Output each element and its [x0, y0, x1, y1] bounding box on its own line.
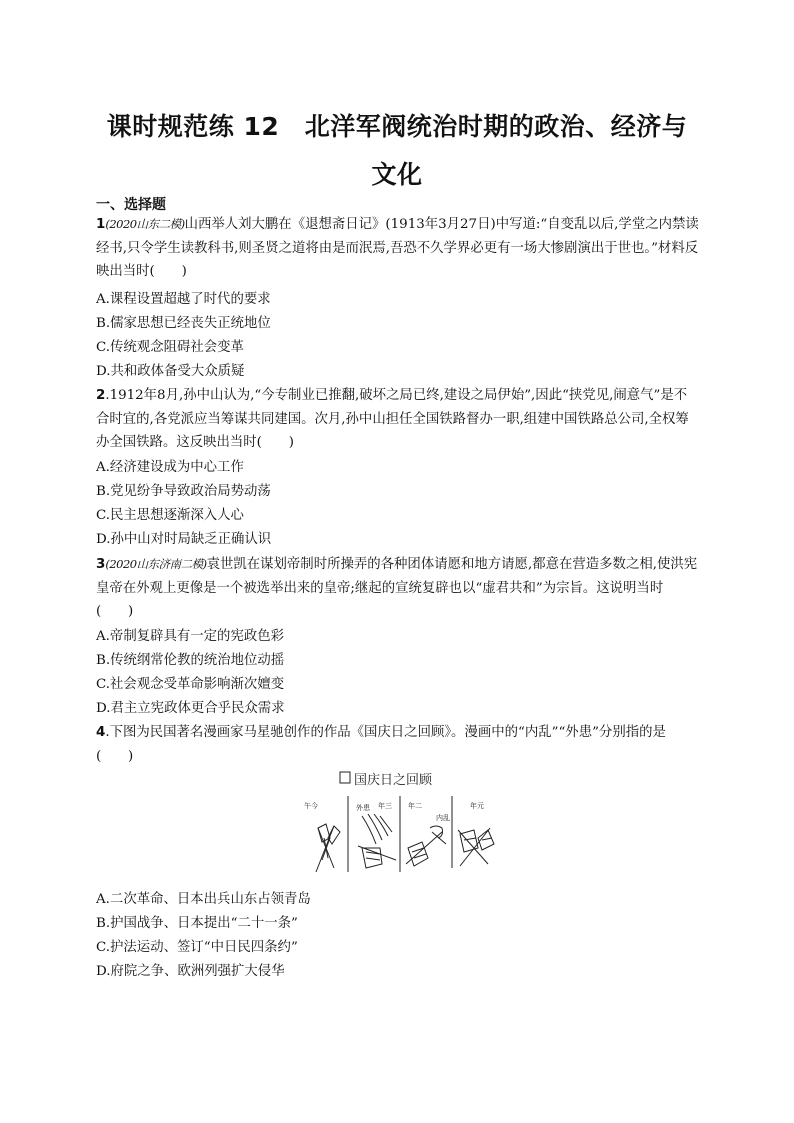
- panel-label-4: 年二: [408, 802, 422, 810]
- question-number: 3: [96, 557, 106, 572]
- q3-option-b: B.传统纲常伦教的统治地位动摇: [96, 653, 285, 668]
- q1-option-b: B.儒家思想已经丧失正统地位: [96, 316, 271, 331]
- panel-label-1: 午今: [304, 802, 318, 810]
- question-number: 4: [96, 725, 106, 740]
- q2-option-d: D.孙中山对时局缺乏正确认识: [96, 532, 272, 547]
- q3-option-a: A.帝制复辟具有一定的宪政色彩: [96, 629, 285, 644]
- question-number: 2: [96, 388, 106, 403]
- question-text: 山西举人刘大鹏在《退想斋日记》(1913年3月27日)中写道:“自变乱以后,学堂之内禁读经书,只令学生读教科书,则圣贤之道将由是而泯焉,吾恐不久学界必更有一场大惨剧演出于世也。”材料反映出当时( ): [96, 217, 699, 279]
- q4-option-b: B.护国战争、日本提出“二十一条”: [96, 916, 298, 931]
- q1-option-a: A.课程设置超越了时代的要求: [96, 292, 271, 307]
- panel-label-6: 年元: [470, 802, 484, 810]
- question-3: [96, 553, 699, 624]
- panel-label-2: 外患: [356, 804, 370, 812]
- q2-option-c: C.民主思想逐渐深入人心: [96, 508, 244, 523]
- panel-label-3: 年三: [378, 802, 392, 810]
- question-source: (2020山东二模): [105, 217, 185, 231]
- panel-label-5: 内乱: [436, 814, 450, 822]
- cartoon-image: [296, 768, 500, 882]
- question-source: (2020山东济南二模): [105, 557, 207, 571]
- page-title: [80, 103, 714, 199]
- question-number: 1: [96, 217, 106, 232]
- q4-option-d: D.府院之争、欧洲列强扩大侵华: [96, 964, 285, 979]
- title-line-1: 课时规范练 12 北洋军阀统治时期的政治、经济与: [106, 112, 688, 141]
- q1-option-c: C.传统观念阻碍社会变革: [96, 340, 244, 355]
- question-text: .下图为民国著名漫画家马星驰创作的作品《国庆日之回顾》。漫画中的“内乱”“外患”分别指的是( ): [96, 725, 666, 764]
- cartoon-title: 国庆日之回顾: [354, 773, 433, 788]
- question-text: .1912年8月,孙中山认为,“今专制业已推翻,破坏之局已终,建设之局伊始”,因此“挟党见,闹意气”是不合时宜的,各党派应当筹谋共同建国。次月,孙中山担任全国铁路督办一职,组建中国铁路总公司,全权筹办全国铁路。这反映出当时( ): [96, 388, 689, 450]
- q4-option-c: C.护法运动、签订“中日民四条约”: [96, 940, 298, 955]
- question-2: [96, 384, 699, 455]
- q3-option-c: C.社会观念受革命影响渐次嬗变: [96, 677, 285, 692]
- question-text: 袁世凯在谋划帝制时所操弄的各种团体请愿和地方请愿,都意在营造多数之相,使洪宪皇帝在外观上更像是一个被选举出来的皇帝;继起的宣统复辟也以“虚君共和”为宗旨。这说明当时( ): [96, 557, 698, 619]
- q1-option-d: D.共和政体备受大众质疑: [96, 364, 245, 379]
- q2-option-a: A.经济建设成为中心工作: [96, 460, 244, 475]
- question-4: [96, 721, 699, 768]
- q4-option-a: A.二次革命、日本出兵山东占领青岛: [96, 892, 311, 907]
- section-heading: 一、选择题: [96, 197, 166, 213]
- q3-option-d: D.君主立宪政体更合乎民众需求: [96, 701, 285, 716]
- q2-option-b: B.党见纷争导致政治局势动荡: [96, 484, 271, 499]
- question-1: [96, 213, 699, 284]
- title-line-2: 文化: [371, 160, 423, 189]
